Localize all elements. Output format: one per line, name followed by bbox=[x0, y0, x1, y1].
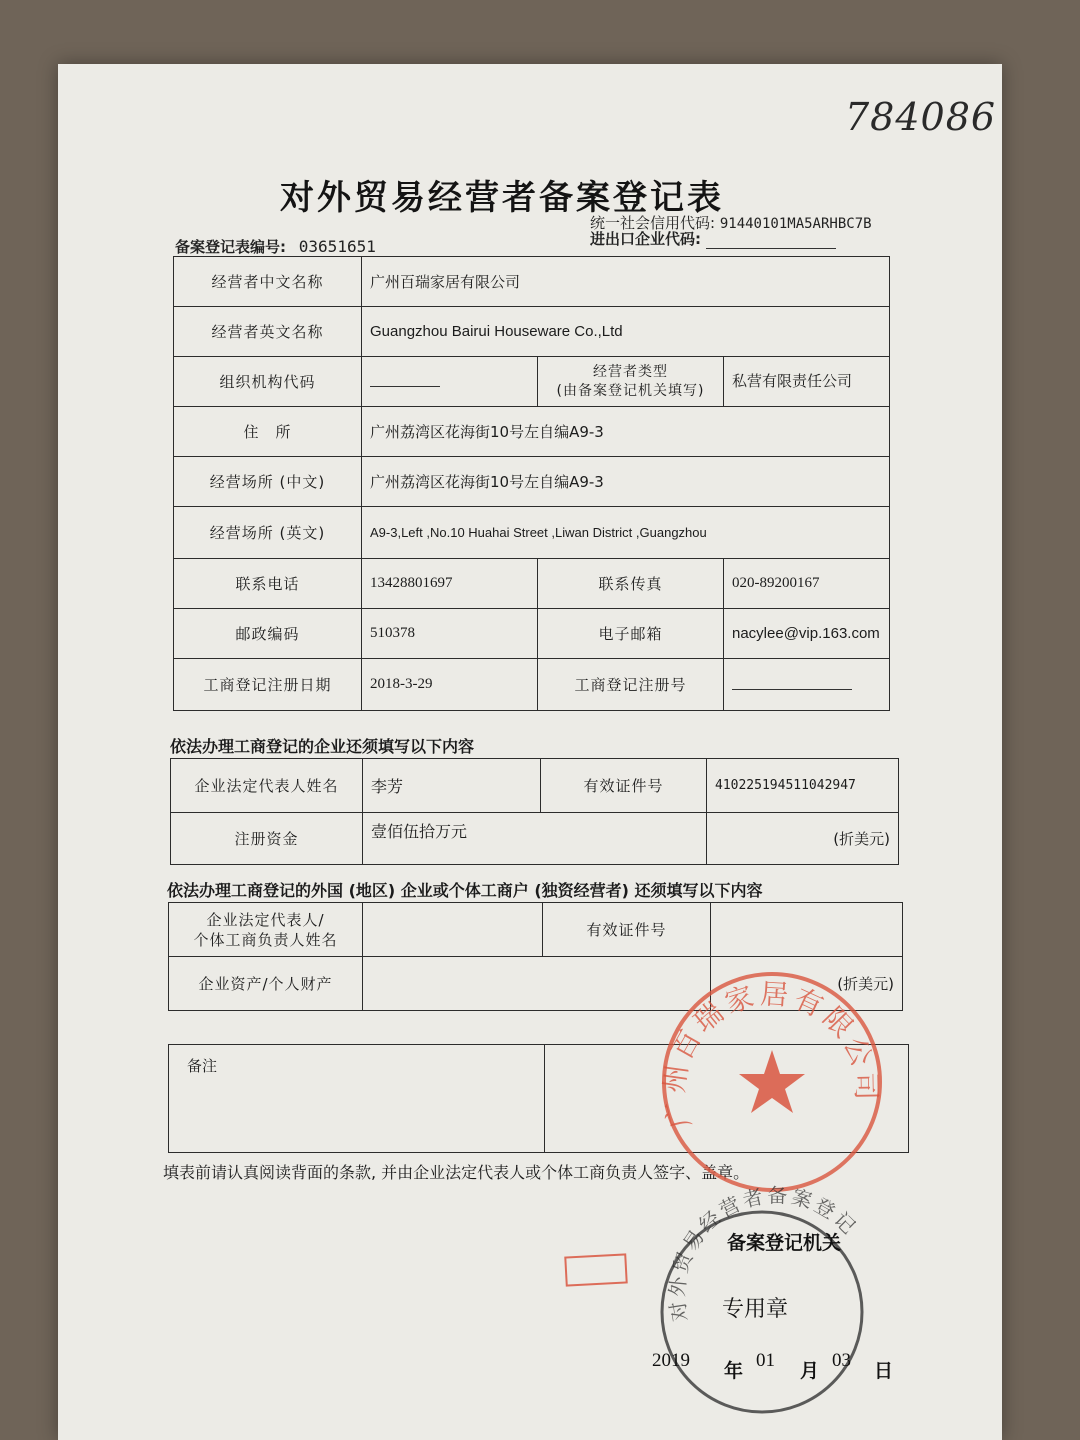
table-row bbox=[169, 1045, 909, 1153]
table-row bbox=[171, 759, 899, 813]
fax-label: 联系传真 bbox=[538, 559, 724, 609]
capital-value: 壹佰伍拾万元 bbox=[363, 813, 707, 865]
table-row bbox=[174, 357, 890, 407]
table-row bbox=[174, 407, 890, 457]
assets-value bbox=[363, 957, 711, 1011]
date-year-unit: 年 bbox=[724, 1360, 744, 1382]
en-name-label: 经营者英文名称 bbox=[174, 307, 362, 357]
legal-rep-label: 企业法定代表人姓名 bbox=[171, 759, 363, 813]
reg-date-label: 工商登记注册日期 bbox=[174, 659, 362, 711]
table-row bbox=[174, 457, 890, 507]
cn-name-value: 广州百瑞家居有限公司 bbox=[362, 257, 890, 307]
biz-place-cn-label: 经营场所 (中文) bbox=[174, 457, 362, 507]
org-code-blank bbox=[370, 376, 440, 387]
ie-code-blank bbox=[706, 236, 836, 249]
address-label: 住 所 bbox=[174, 407, 362, 457]
biz-place-en-value: A9-3,Left ,No.10 Huahai Street ,Liwan District ,Guangzhou bbox=[362, 507, 890, 559]
fax-value: 020-89200167 bbox=[724, 559, 890, 609]
form-number-label: 备案登记表编号: bbox=[175, 238, 286, 256]
capital-usd-label: (折美元) bbox=[707, 813, 899, 865]
biz-place-cn-value: 广州荔湾区花海街10号左自编A9-3 bbox=[362, 457, 890, 507]
rep-label bbox=[169, 903, 363, 957]
table-row bbox=[169, 903, 903, 957]
email-label: 电子邮箱 bbox=[538, 609, 724, 659]
agency-seal-text: 对外贸易经营者备案登记 bbox=[664, 1183, 863, 1324]
handwritten-number: 784086 bbox=[845, 95, 997, 139]
credit-code-value: 91440101MA5ARHBC7B bbox=[719, 216, 872, 232]
date-year: 2019 bbox=[652, 1350, 690, 1371]
date-month-unit: 月 bbox=[800, 1360, 820, 1382]
section2-id-value bbox=[711, 903, 903, 957]
table-row bbox=[174, 307, 890, 357]
date-day: 03 bbox=[832, 1350, 851, 1371]
email-value: nacylee@vip.163.com bbox=[724, 609, 890, 659]
table-row bbox=[174, 507, 890, 559]
rep-label-line1: 企业法定代表人/ bbox=[206, 910, 325, 929]
remarks-value bbox=[545, 1045, 909, 1153]
table-row bbox=[169, 957, 903, 1011]
reg-date-value: 2018-3-29 bbox=[362, 659, 538, 711]
remarks-label: 备注 bbox=[169, 1045, 545, 1153]
org-code-label: 组织机构代码 bbox=[174, 357, 362, 407]
table-row bbox=[174, 659, 890, 711]
section1-heading: 依法办理工商登记的企业还须填写以下内容 bbox=[170, 737, 475, 756]
table-row bbox=[174, 559, 890, 609]
reg-no-label: 工商登记注册号 bbox=[538, 659, 724, 711]
section2-table bbox=[168, 902, 903, 1011]
section2-heading: 依法办理工商登记的外国 (地区) 企业或个体工商户 (独资经营者) 还须填写以下内容 bbox=[167, 881, 763, 900]
biz-place-en-label: 经营场所 (英文) bbox=[174, 507, 362, 559]
address-value: 广州荔湾区花海街10号左自编A9-3 bbox=[362, 407, 890, 457]
agency-seal-label: 专用章 bbox=[722, 1297, 789, 1322]
capital-label: 注册资金 bbox=[171, 813, 363, 865]
rep-value bbox=[363, 903, 543, 957]
table-row bbox=[174, 257, 890, 307]
agency-label: 备案登记机关 bbox=[727, 1232, 842, 1254]
ie-code-line bbox=[590, 228, 836, 249]
postcode-label: 邮政编码 bbox=[174, 609, 362, 659]
table-row bbox=[171, 813, 899, 865]
assets-label: 企业资产/个人财产 bbox=[169, 957, 363, 1011]
ie-code-label: 进出口企业代码: bbox=[590, 230, 701, 248]
operator-type-value: 私营有限责任公司 bbox=[724, 357, 890, 407]
operator-type-label-line1: 经营者类型 bbox=[593, 363, 668, 380]
cn-name-label: 经营者中文名称 bbox=[174, 257, 362, 307]
table-row bbox=[174, 609, 890, 659]
footer-note: 填表前请认真阅读背面的条款, 并由企业法定代表人或个体工商负责人签字、盖章。 bbox=[163, 1163, 750, 1182]
id-number-label: 有效证件号 bbox=[541, 759, 707, 813]
assets-usd-label: (折美元) bbox=[711, 957, 903, 1011]
form-number-value: 03651651 bbox=[298, 237, 376, 256]
main-info-table bbox=[173, 256, 890, 711]
legal-rep-value: 李芳 bbox=[363, 759, 541, 813]
remarks-table bbox=[168, 1044, 909, 1153]
company-seal-text: 广州百瑞家居有限公司 bbox=[657, 977, 883, 1132]
form-title: 对外贸易经营者备案登记表 bbox=[280, 178, 724, 218]
reg-no-blank bbox=[732, 679, 852, 690]
id-number-value: 410225194511042947 bbox=[707, 759, 899, 813]
date-month: 01 bbox=[756, 1350, 775, 1371]
section1-table bbox=[170, 758, 899, 865]
small-red-stamp bbox=[564, 1253, 627, 1286]
reg-no-value bbox=[724, 659, 890, 711]
date-day-unit: 日 bbox=[874, 1360, 894, 1382]
section2-id-label: 有效证件号 bbox=[543, 903, 711, 957]
operator-type-label-line2: (由备案登记机关填写) bbox=[556, 382, 705, 399]
form-number-line bbox=[175, 236, 376, 257]
phone-value: 13428801697 bbox=[362, 559, 538, 609]
phone-label: 联系电话 bbox=[174, 559, 362, 609]
postcode-value: 510378 bbox=[362, 609, 538, 659]
en-name-value: Guangzhou Bairui Houseware Co.,Ltd bbox=[362, 307, 890, 357]
operator-type-label bbox=[538, 357, 724, 407]
credit-code-label: 统一社会信用代码: bbox=[590, 214, 716, 232]
rep-label-line2: 个体工商负责人姓名 bbox=[193, 930, 338, 949]
org-code-value bbox=[362, 357, 538, 407]
